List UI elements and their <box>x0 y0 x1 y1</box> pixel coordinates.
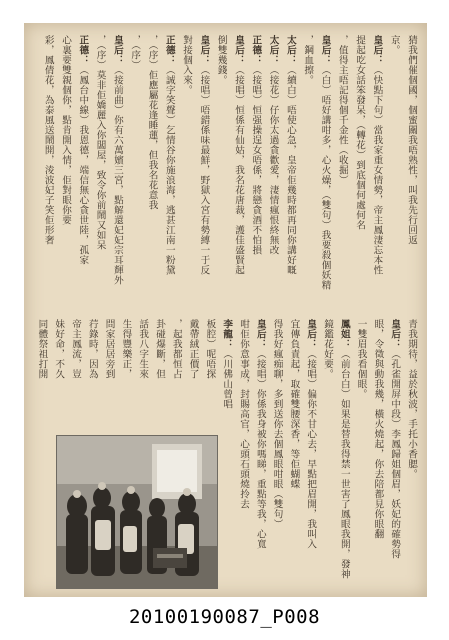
verse-text: 咁佢你意事成，封賜高官，心頭石頭燒拎去 <box>238 319 249 509</box>
speaker-label: 皇后： <box>198 35 210 65</box>
speaker-label: 鳳姐： <box>338 319 350 349</box>
verse-text: 一雙眉我看個眼。 <box>355 319 367 399</box>
verse-text: ，值得主唔記得個千金性（收掘） <box>336 35 348 185</box>
speaker-label: 皇后： <box>319 35 331 65</box>
text-column <box>180 35 192 305</box>
text-column <box>146 35 158 305</box>
text-column <box>287 319 299 581</box>
text-column <box>76 35 88 305</box>
text-column <box>170 319 182 415</box>
verse-text: 猜我們催個國，個蜜關我唔熟性，叫我先行回返 <box>406 35 417 245</box>
text-column <box>197 35 209 305</box>
verse-text: 板腔）呢唔探 <box>204 319 216 379</box>
text-column <box>111 35 123 305</box>
verse-text: 提起吃女話笨發呆，（轉花）到底個何處何名 <box>354 35 366 231</box>
verse-text: 同體祭祖打開 <box>36 319 48 379</box>
text-column <box>271 319 283 581</box>
text-column <box>301 35 313 305</box>
text-column <box>163 35 175 305</box>
verse-text: 青我期待，益於秋波，手托小香腮。 <box>406 319 417 479</box>
text-column <box>128 35 140 305</box>
verse-text: 話我八字生來 <box>137 319 149 379</box>
verse-text: 荇錄時，因為 <box>86 319 98 379</box>
verse-text: 對接個入來。 <box>181 35 193 95</box>
verse-text: ，（序）佢應屬花逢睡蓮，但我名花意我 <box>146 35 158 211</box>
speaker-label: 皇后： <box>389 319 401 349</box>
text-column <box>232 35 244 305</box>
text-column <box>254 319 266 581</box>
text-column <box>405 35 417 305</box>
verse-text: （孔雀開屏中段）李鳳歸姐個眉，妖妃的確勢得 <box>389 349 401 559</box>
speaker-label: 太后： <box>267 35 279 65</box>
text-column <box>86 319 98 415</box>
speaker-label: 皇后： <box>254 319 266 349</box>
verse-text: 眼，令徵與動我幾，橫火燒起，你去陪都見你眼翻 <box>372 319 384 539</box>
text-column <box>119 319 131 415</box>
text-column <box>388 319 400 581</box>
verse-text: （接唱）恒係有仙姑，我名花唐裁，護佳盛賢起 <box>233 65 244 275</box>
speaker-label: 正德： <box>77 35 89 65</box>
text-column <box>267 35 279 305</box>
text-column <box>187 319 199 415</box>
speaker-label: 皇后： <box>233 35 244 65</box>
scanned-page <box>24 23 427 597</box>
speaker-label: 皇后： <box>371 35 383 65</box>
text-column <box>153 319 165 415</box>
speaker-label: 皇后： <box>111 35 123 65</box>
text-column <box>284 35 296 305</box>
verse-text: ，（序） <box>129 35 141 71</box>
verse-text: 戴帶絨正價了 <box>187 319 199 379</box>
text-column <box>136 319 148 415</box>
verse-text: （前台白）如果是替我得禁一世害了鳳眼我開，發神 <box>338 349 350 579</box>
verse-text: （接花）仔你太過貪歡愛，淒情瘋恨終無改 <box>267 65 279 255</box>
text-column <box>355 319 367 581</box>
text-column <box>388 35 400 305</box>
text-column <box>249 35 261 305</box>
text-column <box>304 319 316 581</box>
verse-text: 倒雙幾錢。 <box>215 35 227 85</box>
text-column <box>203 319 215 415</box>
verse-text: ，鋼血擦。 <box>302 35 314 85</box>
text-column <box>371 319 383 581</box>
verse-text: 得我好瘋痴聊，多到送你去個鳳眼咁眼（雙句） <box>271 319 283 529</box>
verse-text: （快點下句）當我家重女情勢，帝主鳳淒忘本性 <box>371 65 383 275</box>
text-column <box>321 319 333 581</box>
verse-text: （接唱）偏你不甘心去，早點把眉開，我叫入 <box>305 349 317 549</box>
text-column <box>405 319 417 581</box>
verse-text: （接唱）唔錯係味最鮮，野獄入宮有勢縛一于反 <box>198 65 210 275</box>
text-column <box>52 319 64 415</box>
verse-text: 生得豐樂正， <box>120 319 132 379</box>
catalog-number-label: 20100190087_P008 <box>128 606 321 628</box>
text-column <box>59 35 71 305</box>
text-column <box>338 319 350 581</box>
opera-performers-illustration <box>57 436 217 588</box>
verse-text: 鏡鑑花好要。 <box>322 319 333 379</box>
upper-text-block <box>34 35 417 313</box>
text-column <box>353 35 365 305</box>
speaker-label: 李龍： <box>221 319 233 349</box>
verse-text: 帝主鳳流，豈 <box>70 319 81 379</box>
text-column <box>336 35 348 305</box>
verse-text: 問家居居旁到 <box>103 319 115 379</box>
text-column <box>215 35 227 305</box>
text-column <box>370 35 382 305</box>
text-column <box>94 35 106 305</box>
stage-photo <box>56 435 218 589</box>
verse-text: 京。 <box>388 35 400 55</box>
verse-text: （白）唔好講咁多，心火燥，（雙句）我要殺個妖精 <box>319 65 331 291</box>
speaker-label: 正德： <box>163 35 175 65</box>
verse-text: 妹好命，不久 <box>53 319 65 379</box>
text-column <box>237 319 249 581</box>
verse-text: 彩，鳳倩花，為泰風送鬧開，淩波妃子笑佢形奢 <box>42 35 54 245</box>
verse-text: 宜傳負責起，取確雙腰深香，等佢蝴蝶 <box>288 319 300 489</box>
verse-text: 卦碰爆斷，但 <box>154 319 165 379</box>
text-column <box>220 319 232 415</box>
text-column <box>42 35 54 305</box>
verse-text: （接前曲）你有六萬嬪三宮，點解還妃妃宗耳輝外 <box>111 65 123 285</box>
verse-text: （接唱）你係我身被你嗎睇，重點等我，心寬 <box>254 349 266 549</box>
speaker-label: 太后： <box>284 35 296 65</box>
text-column <box>103 319 115 415</box>
text-column <box>35 319 47 415</box>
verse-text: ，起我都恒占 <box>170 319 182 379</box>
text-column <box>69 319 81 415</box>
speaker-label: 正德： <box>250 35 262 65</box>
verse-text: （續白）唔使心急，皇帝佢幾時都再同你講好嘅 <box>284 65 296 275</box>
verse-text: （接唱）恒强操逞女唔係，將戀貪酒不怕損 <box>250 65 262 255</box>
verse-text: （鳳台中線）我恩德，端信無心貪世陸，孤家 <box>77 65 89 265</box>
text-column <box>319 35 331 305</box>
verse-text: ，（序）莫非佢嬌麗入你闆屋，致令你前鬧又如呆 <box>94 35 106 251</box>
speaker-label: 皇后： <box>305 319 317 349</box>
verse-text: 心裏要雙親個你，點肯開入情，佢對眼你要 <box>60 35 71 225</box>
verse-text: （川佛山曾唱 <box>221 349 233 409</box>
verse-text: （誠字笑聲）乞情谷你施浪海，逃甚江南一粉黛 <box>163 65 175 275</box>
